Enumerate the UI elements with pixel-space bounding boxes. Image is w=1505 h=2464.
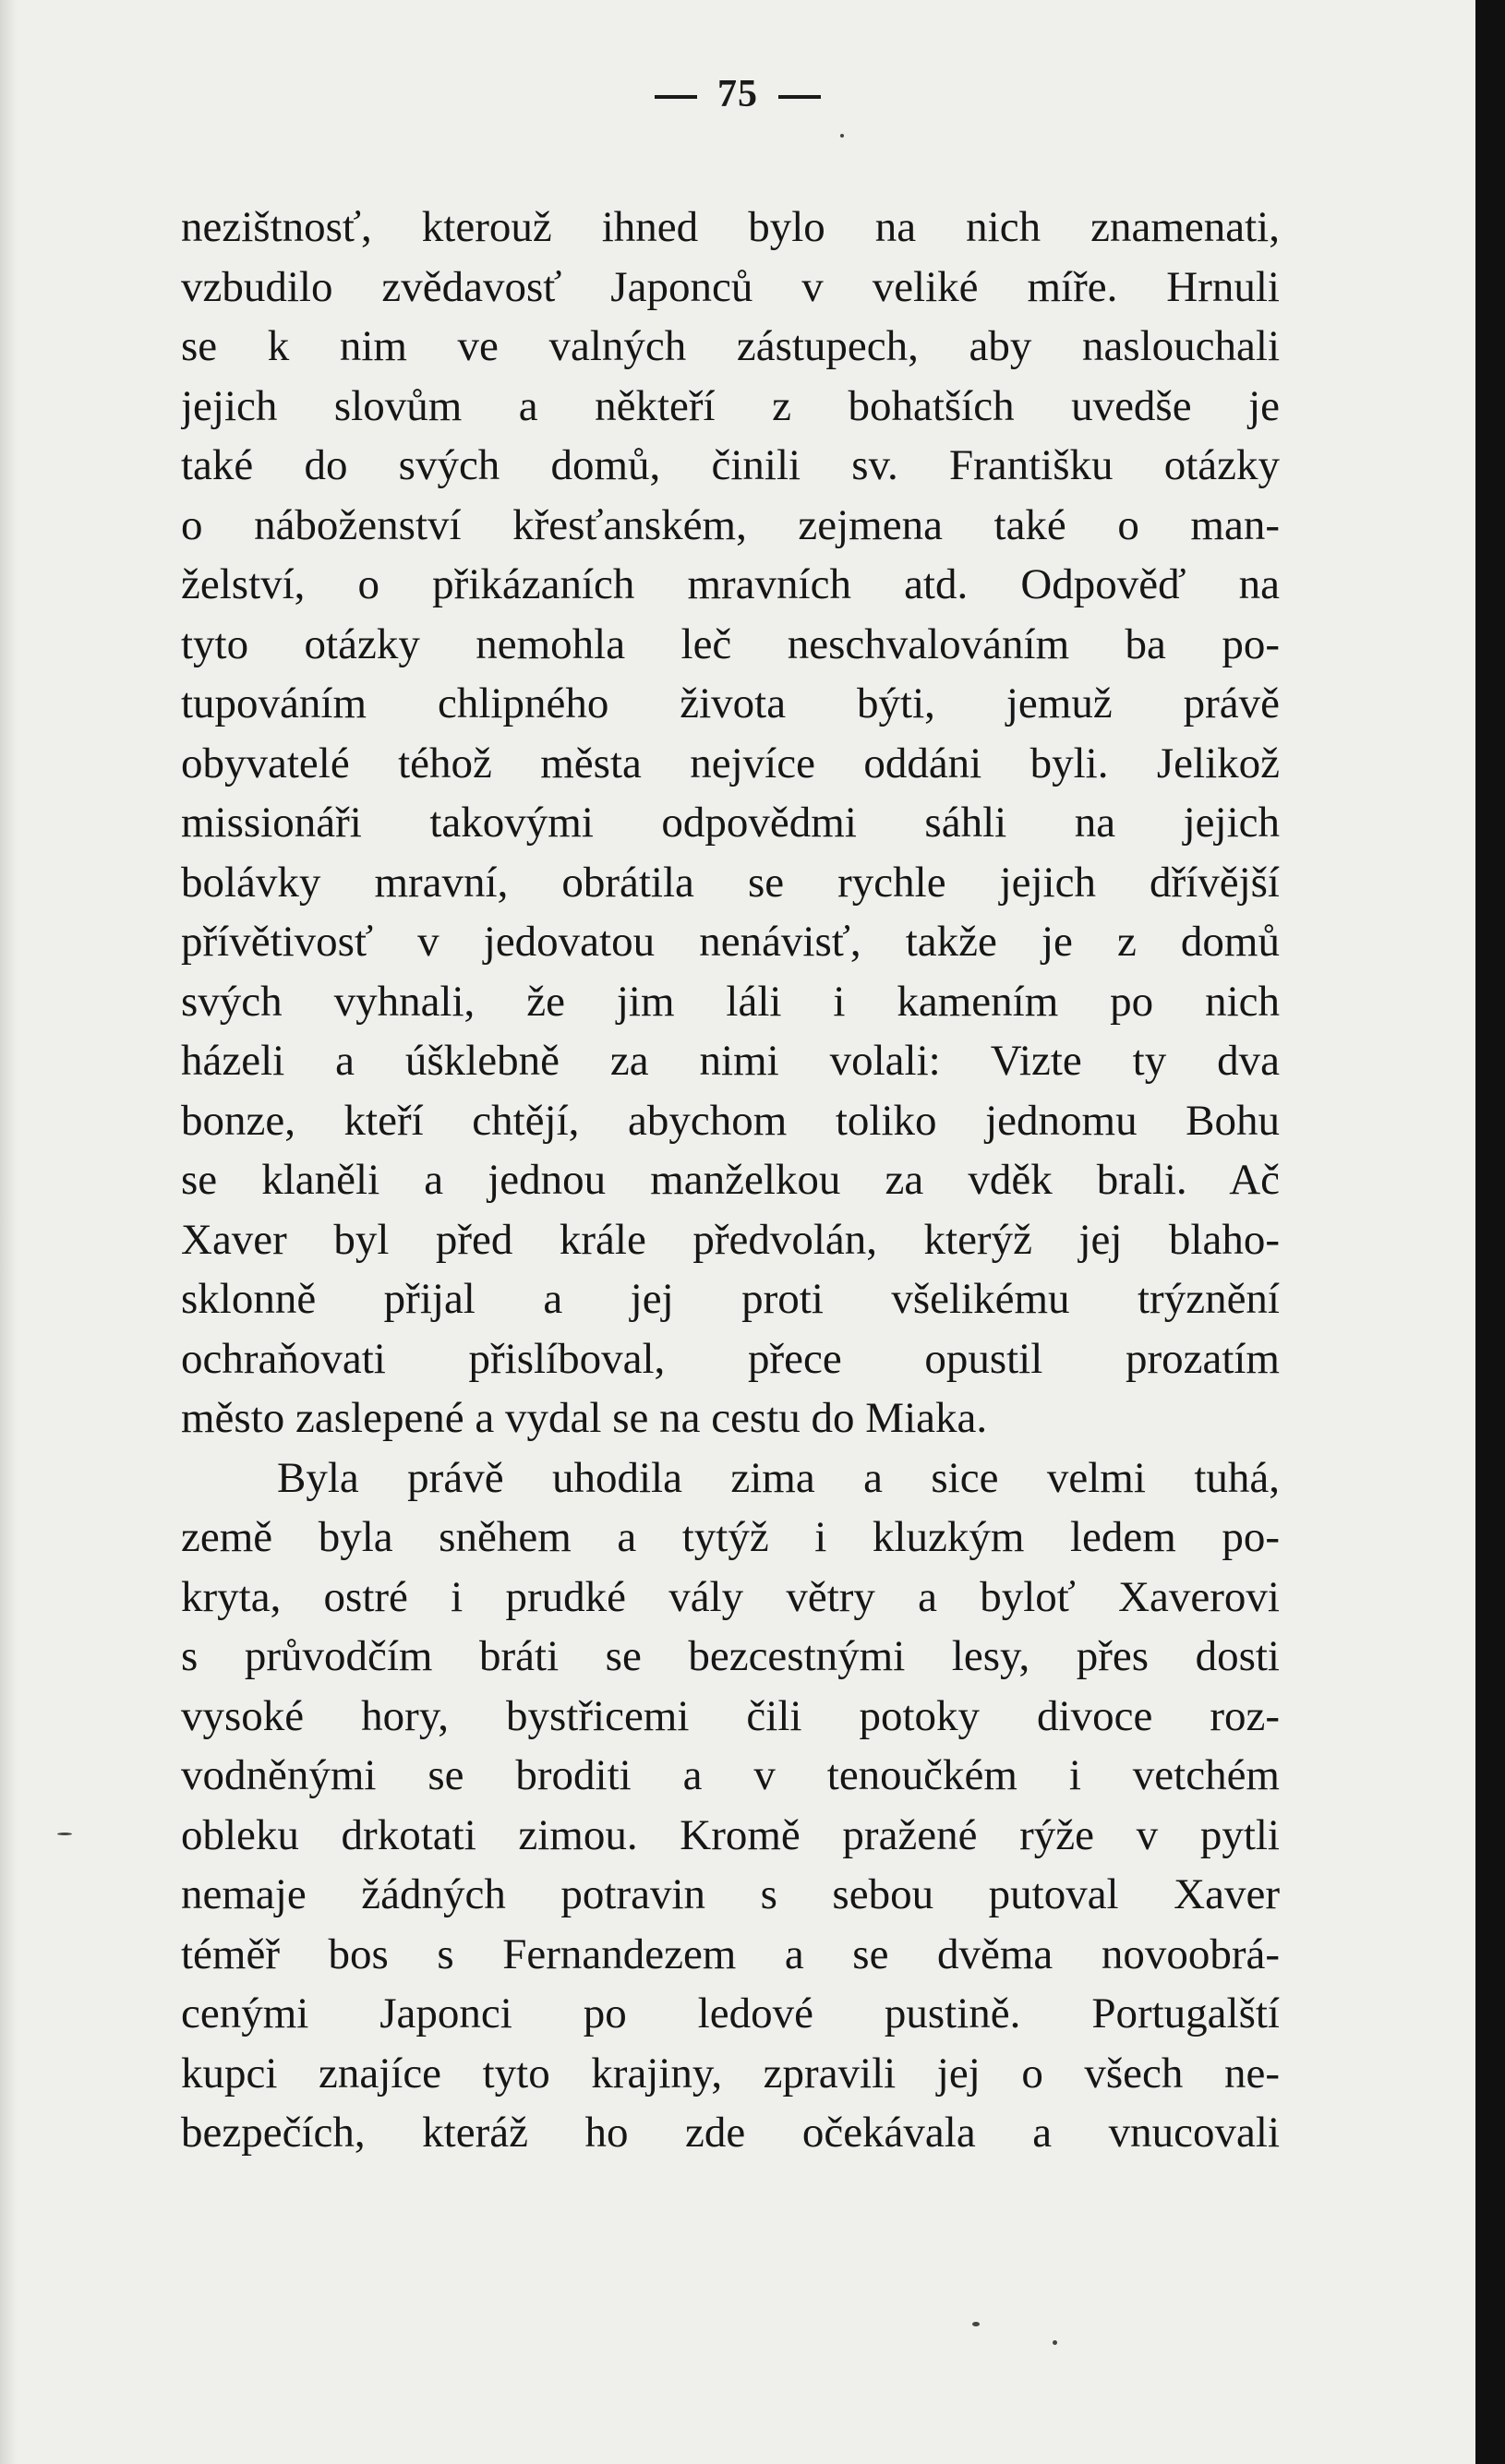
text-line: ochraňovati přislíboval, přece opustil prozatím [181,1334,1280,1383]
text-line: vzbudilo zvědavosť Japonců v veliké míře. Hrnuli [181,262,1280,311]
text-line: s průvodčím bráti se bezcestnými lesy, přes dosti [181,1632,1280,1680]
text-line: obyvatelé téhož města nejvíce oddáni byli. Jelikož [181,739,1280,787]
text-line: sklonně přijal a jej proti všelikému trýznění [181,1275,1280,1323]
text-line: bezpečích, kteráž ho zde očekávala a vnucovali [181,2109,1280,2157]
text-line: cenými Japonci po ledové pustině. Portugalští [181,1989,1280,2037]
scan-speck [1053,2340,1057,2345]
text-line: želství, o přikázaních mravních atd. Odpověď na [181,560,1280,608]
text-line: se k nim ve valných zástupech, aby naslouchali [181,322,1280,370]
text-line: kryta, ostré i prudké vály větry a byloť Xaverovi [181,1572,1280,1621]
text-line: tyto otázky nemohla leč neschvalováním ba po- [181,619,1280,668]
text-line: nezištnosť, kterouž ihned bylo na nich znamenati, [181,203,1280,251]
text-line: svých vyhnali, že jim láli i kamením po nich [181,977,1280,1026]
text-line: Byla právě uhodila zima a sice velmi tuhá, [277,1453,1280,1502]
text-line: téměř bos s Fernandezem a se dvěma novoobrá- [181,1929,1280,1978]
page-number [0,72,1475,116]
scan-speck [57,1833,72,1835]
text-line: země byla sněhem a tytýž i kluzkým ledem po- [181,1513,1280,1561]
text-line: také do svých domů, činili sv. Františku otázky [181,441,1280,489]
page-left-shadow [0,0,17,2464]
text-line: tupováním chlipného života býti, jemuž právě [181,679,1280,727]
text-line: se klaněli a jednou manželkou za vděk brali. Ač [181,1156,1280,1204]
text-line: nemaje žádných potravin s sebou putoval Xaver [181,1870,1280,1918]
page-number-right-dash [778,95,821,99]
text-line: bonze, kteří chtějí, abychom toliko jednomu Bohu [181,1096,1280,1145]
text-line: vodněnými se broditi a v tenoučkém i vetchém [181,1751,1280,1799]
text-line: přívětivosť v jedovatou nenávisť, takže je z domů [181,918,1280,966]
scan-speck [972,2322,980,2326]
text-line: jejich slovům a někteří z bohatších uvedše je [181,381,1280,430]
text-line: házeli a úšklebně za nimi volali: Vizte ty dva [181,1037,1280,1085]
text-line: Xaver byl před krále předvolán, kterýž jej blaho- [181,1215,1280,1264]
text-line: bolávky mravní, obrátila se rychle jejich dřívější [181,858,1280,907]
text-line: missionáři takovými odpovědmi sáhli na jejich [181,799,1280,847]
page-number-left-dash [655,95,697,99]
text-line: kupci znajíce tyto krajiny, zpravili jej o všech ne- [181,2049,1280,2097]
text-line: obleku drkotati zimou. Kromě pražené rýže v pytli [181,1810,1280,1859]
body-text [181,198,1280,2163]
text-line: město zaslepené a vydal se na cestu do Miaka. [181,1394,988,1442]
page-number-text: 75 [717,73,758,115]
scan-speck [840,134,844,138]
page-right-edge [1475,0,1505,2464]
text-line: o náboženství křesťanském, zejmena také o man- [181,500,1280,549]
text-line: vysoké hory, bystřicemi čili potoky divoce roz- [181,1691,1280,1740]
